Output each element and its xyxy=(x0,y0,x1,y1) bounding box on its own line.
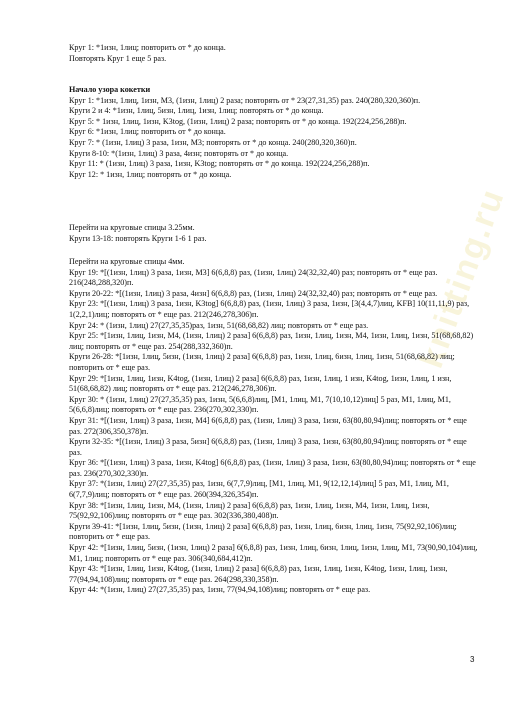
instruction-line: Круг 37: *(1изн, 1лиц) 27(27,35,35) раз, 1изн, 6(7,7,9)лиц, [М1, 1лиц, М1, 9(12,12,14)лиц] 5 раз, М1, 1лиц, М1, 6(7,7,9)лиц; повторять от * еще раз. 260(394,326,354)п. xyxy=(69,479,449,500)
instruction-line: Круг 30: * (1изн, 1лиц) 27(27,35,35) раз, 1изн, 5(6,6,8)лиц, [М1, 1лиц, М1, 7(10,10,12)лиц] 5 раз, М1, 1лиц, М1, 5(6,6,8)лиц; повторять от * еще раз. 236(270,302,330)п. xyxy=(69,394,451,415)
instruction-line: Круг 29: *[1изн, 1лиц, 1изн, K4tog, (1изн, 1лиц) 2 раза] 6(6,8,8) раз, 1изн, 1лиц, 1 изн, K4tog, 1изн, 1лиц, 1 изн, 51(68,68,82) лиц; повторять от * еще раз. 212(246,278,306)п. xyxy=(69,373,452,394)
instruction-line: Круг 23: *[(1изн, 1лиц) 3 раза, 1изн, K3tog] 6(6,8,8) раз, (1изн, 1лиц) 3 раза, 1изн, [3(4,4,7)лиц, KFB] 10(11,11,9) раз, 1(2,2,1)лиц; повторять от * еще раз. 212(246,278,306)п. xyxy=(69,299,470,319)
section-title: Начало узора кокетки xyxy=(69,85,151,94)
instruction-line: Круг 1: *1изн, 1лиц, 1изн, М3, (1изн, 1лиц) 2 раза; повторять от * 23(27,31,35) раз. 240(280,320,360)п. xyxy=(69,95,421,105)
watermark: knitting.ru xyxy=(412,183,513,373)
instruction-line: Круги 13-18: повторять Круги 1-6 1 раз. xyxy=(69,233,207,243)
instruction-line: Круг 36: *[(1изн, 1лиц) 3 раза, 1изн, K4tog] 6(6,8,8) раз, (1изн, 1лиц) 3 раза, 1изн, 63(80,80,94)лиц; повторять от * еще раз. 236(270,302,330)п. xyxy=(69,458,476,478)
instruction-line: Круг 5: * 1изн, 1лиц, 1изн, K3tog, (1изн, 1лиц) 2 раза; повторять от * до конца. 192(224,256,288)п. xyxy=(69,116,407,126)
instruction-line: Круги 20-22: *[(1изн, 1лиц) 3 раза, 4изн] 6(6,8,8) раз, (1изн, 1лиц) 24(32,32,40) раз; повторять от * еще раз. xyxy=(69,288,438,298)
instruction-line: Круг 24: * (1изн, 1лиц) 27(27,35,35)раз, 1изн, 51(68,68,82) лиц; повторять от * еще раз. xyxy=(69,320,369,330)
instruction-line: Круг 44: *(1изн, 1лиц) 27(27,35,35) раз, 1изн, 77(94,94,108)лиц; повторять от * еще раз. xyxy=(69,585,371,595)
instruction-line: Перейти на круговые спицы 3.25мм. xyxy=(69,223,195,232)
page-number: 3 xyxy=(470,655,475,664)
instruction-line: Круг 43: *[1изн, 1лиц, 1изн, K4tog, (1изн, 1лиц) 2 раза] 6(6,8,8) раз, 1изн, 1лиц, 1изн, K4tog, 1изн, 1лиц, 1изн, 77(94,94,108)лиц; повторять от * еще раз. 264(298,330,358)п. xyxy=(69,564,448,584)
instruction-line: Круг 12: * 1изн, 1лиц; повторять от * до конца. xyxy=(69,169,232,179)
yoke-section xyxy=(69,85,479,180)
instruction-line: Перейти на круговые спицы 4мм. xyxy=(69,257,185,266)
instruction-line: Круги 26-28: *[1изн, 1лиц, 5изн, (1изн, 1лиц) 2 раза] 6(6,8,8) раз, 1изн, 1лиц, 6изн, 1лиц, 1изн, 51(68,68,82) лиц; повторить от * еще раз. xyxy=(69,352,455,372)
intro-line: Круг 1: *1изн, 1лиц; повторить от * до конца. xyxy=(69,43,226,52)
instruction-line: Круг 31: *[(1изн, 1лиц) 3 раза, 1изн, М4] 6(6,8,8) раз, (1изн, 1лиц) 3 раза, 1изн, 63(80,80,94)лиц; повторять от * еще раз. 272(306,350,378)п. xyxy=(69,415,467,436)
instruction-line: Круги 2 и 4: *1изн, 1лиц, 5изн, 1лиц, 1изн, 1лиц; повторять от * до конца. xyxy=(69,106,324,116)
instruction-line: Круг 11: * (1изн, 1лиц) 3 раза, 1изн, K3tog; повторять от * до конца. 192(224,256,288)п. xyxy=(69,159,370,169)
intro-line: Повторять Круг 1 еще 5 раз. xyxy=(69,53,167,63)
instruction-line: Круг 7: * (1изн, 1лиц) 3 раза, 1изн, М3; повторять от * до конца. 240(280,320,360)п. xyxy=(69,137,357,147)
needle-change-large xyxy=(69,257,479,596)
instruction-line: Круг 6: *1изн, 1лиц; повторить от * до конца. xyxy=(69,127,226,137)
instruction-line: Круг 42: *[1изн, 1лиц, 5изн, (1изн, 1лиц) 2 раза] 6(6,8,8) раз, 1изн, 1лиц, 6изн, 1лиц, 1изн, 1лиц, М1, 73(90,90,104)лиц, М1, 1лиц; повторить от * еще раз. 306(340,684,412)п. xyxy=(69,543,478,563)
instruction-line: Круг 19: *[(1изн, 1лиц) 3 раза, 1изн, М3] 6(6,8,8) раз, (1изн, 1лиц) 24(32,32,40) раз; повторять от * еще раз. 216(248,288,320)п. xyxy=(69,267,438,288)
intro-block xyxy=(69,43,479,64)
instruction-line: Круги 39-41: *[1изн, 1лиц, 5изн, (1изн, 1лиц) 2 раза] 6(6,8,8) раз, 1изн, 1лиц, 6изн, 1лиц, 1изн, 75(92,92,106)лиц; повторить от * еще раз. xyxy=(69,521,457,542)
instruction-line: Круги 8-10: *(1изн, 1лиц) 3 раза, 4изн; повторять от * до конца. xyxy=(69,148,289,158)
instruction-line: Круг 38: *[1изн, 1лиц, 1изн, М4, (1изн, 1лиц) 2 раза] 6(6,8,8) раз, 1изн, 1лиц, 1изн, М4, 1изн, 1лиц, 1изн, 75(92,92,106)лиц; повторять от * еще раз. 302(336,380,408)п. xyxy=(69,500,430,521)
instruction-line: Круги 32-35: *[(1изн, 1лиц) 3 раза, 5изн] 6(6,8,8) раз, (1изн, 1лиц) 3 раза, 1изн, 63(80,80,94)лиц; повторять от * еще раз. xyxy=(69,437,467,457)
instruction-line: Круг 25: *[1изн, 1лиц, 1изн, М4, (1изн, 1лиц) 2 раза] 6(6,8,8) раз, 1изн, 1лиц, 1изн, М4, 1изн, 1лиц, 1изн, 51(68,68,82) лиц; повторять от * еще раз. 254(288,332,360)п. xyxy=(69,331,474,351)
needle-change-small xyxy=(69,223,479,244)
